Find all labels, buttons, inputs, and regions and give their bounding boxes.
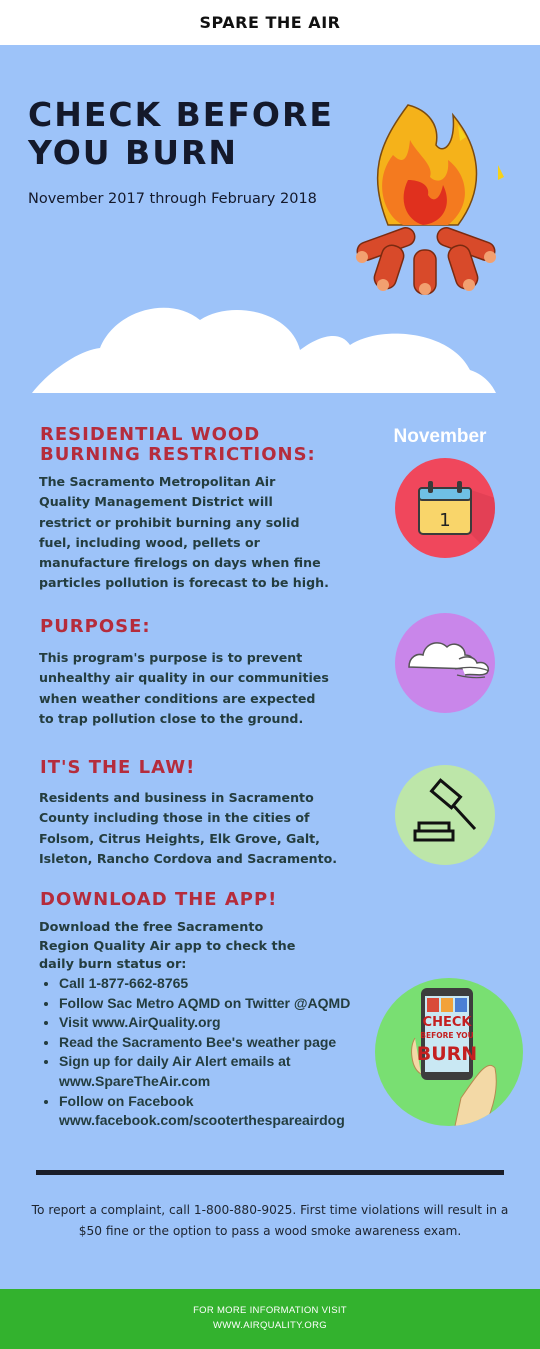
list-item: • Follow on Facebook www.facebook.com/scooterthespareairdog bbox=[59, 1092, 399, 1131]
purpose-heading: PURPOSE: bbox=[40, 616, 151, 637]
contact-list bbox=[41, 974, 399, 1131]
law-circle bbox=[395, 765, 495, 865]
app-screen-line2: BEFORE YOU bbox=[420, 1031, 474, 1040]
app-screen-line3: BURN bbox=[416, 1043, 478, 1065]
restrictions-heading: RESIDENTIAL WOOD BURNING RESTRICTIONS: bbox=[40, 424, 316, 465]
calendar-icon bbox=[395, 458, 495, 558]
top-banner bbox=[0, 0, 540, 45]
gavel-icon bbox=[395, 765, 495, 865]
app-screen-line1: CHECK bbox=[422, 1015, 472, 1030]
app-text: Download the free Sacramento Region Quality Air app to check the daily burn status or: bbox=[39, 920, 296, 972]
law-text: Residents and business in Sacramento County including those in the cities of Folsom, Citrus Heights, Elk Grove, Galt, Isleton, Rancho Cordova and Sacramento. bbox=[39, 790, 338, 866]
cloud-wind-icon bbox=[395, 613, 495, 713]
list-item: • Visit www.AirQuality.org bbox=[59, 1013, 399, 1033]
list-item: • Call 1-877-662-8765 bbox=[59, 974, 399, 994]
calendar-month: November bbox=[393, 426, 487, 447]
footer-banner bbox=[0, 1289, 540, 1349]
phone-app-icon bbox=[375, 978, 523, 1126]
calendar-circle bbox=[395, 458, 495, 558]
page-title: CHECK BEFORE YOU BURN bbox=[28, 95, 334, 172]
banner-title: SPARE THE AIR bbox=[199, 13, 341, 32]
complaint-notice: To report a complaint, call 1-800-880-9025. First time violations will result in a $50 fine or the option to pass a wood smoke awareness exam. bbox=[31, 1203, 509, 1238]
purpose-circle bbox=[395, 613, 495, 713]
list-item: • Sign up for daily Air Alert emails at www.SpareTheAir.com bbox=[59, 1052, 319, 1091]
restrictions-text: The Sacramento Metropolitan Air Quality Management District will restrict or prohibit burning any solid fuel, including wood, pellets or manufacture firelogs on days when fine particles pollution is forecast to be high. bbox=[39, 474, 329, 591]
campfire-icon bbox=[348, 85, 504, 295]
cloud-illustration bbox=[30, 290, 498, 400]
calendar-day: 1 bbox=[439, 510, 451, 531]
footer-line-1: FOR MORE INFORMATION VISIT bbox=[193, 1305, 347, 1316]
purpose-text: This program's purpose is to prevent unhealthy air quality in our communities when weather conditions are expected to trap pollution close to the ground. bbox=[39, 650, 329, 726]
app-heading: DOWNLOAD THE APP! bbox=[40, 889, 278, 910]
date-range: November 2017 through February 2018 bbox=[28, 191, 317, 207]
divider bbox=[36, 1170, 504, 1175]
list-item: • Read the Sacramento Bee's weather page bbox=[59, 1033, 399, 1053]
law-heading: IT'S THE LAW! bbox=[40, 757, 196, 778]
app-circle bbox=[375, 978, 523, 1126]
footer-link[interactable]: WWW.AIRQUALITY.ORG bbox=[213, 1320, 327, 1331]
list-item: • Follow Sac Metro AQMD on Twitter @AQMD bbox=[59, 994, 399, 1014]
